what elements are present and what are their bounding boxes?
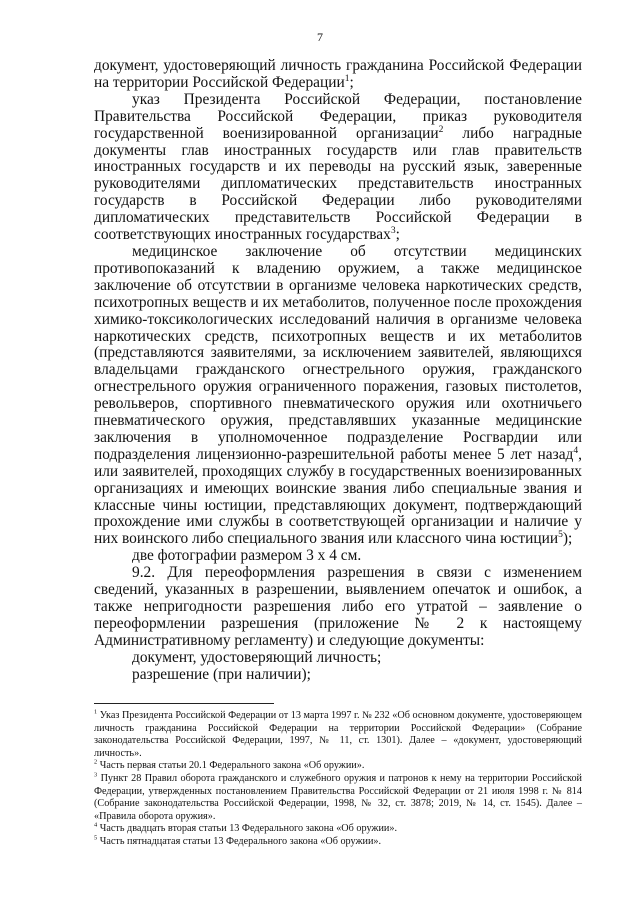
paragraph-9-2: 9.2. Для переоформления разрешения в связи с изменением сведений, указанных в разрешении, выявлением опечаток и ошибок, а также непригодности разрешения либо его утратой – заявление о переоформлении разрешения (приложение № 2 к настоящему Административному регламенту) и следующие документы: xyxy=(94,564,582,649)
footnote-ref: 4 xyxy=(573,444,579,456)
footnotes xyxy=(94,710,582,849)
footnote-ref: 2 xyxy=(438,123,444,135)
footnote-5: $^5$ Часть пятнадцатая статьи 13 Федерального закона «Об оружии». xyxy=(94,834,382,847)
footnote-ref: 5 xyxy=(558,529,563,541)
page-number: 7 xyxy=(317,30,323,44)
footnote-ref: 1 xyxy=(344,72,350,84)
paragraph-passport: документ, удостоверяющий личность гражданина Российской Федерации на территории Российской Федерации$^1$; xyxy=(94,57,582,91)
footnote-2: $^2$ Часть первая статьи 20.1 Федерального закона «Об оружии». xyxy=(94,758,365,772)
footnote-ref: 3 xyxy=(390,224,396,236)
body-text xyxy=(94,58,582,684)
footnote-divider xyxy=(94,703,274,704)
paragraph-id-document: документ, удостоверяющий личность; xyxy=(132,648,382,666)
paragraph-permit: разрешение (при наличии); xyxy=(132,665,311,683)
paragraph-photos: две фотографии размером 3 х 4 см. xyxy=(132,547,362,565)
footnote-3: $^3$ Пункт 28 Правил оборота гражданского и служебного оружия и патронов к нему на территории Российской Федерации, утвержденных постановлением Правительства Российской Федерации от 21 июля 1998 г. № 814 (Собрание законодательства Российской Федерации, 1998, № 32, ст. 3878; 2019, № 14, ст. 1545). Далее – «Правила оборота оружия». xyxy=(94,771,582,822)
footnote-1: $^1$ Указ Президента Российской Федерации от 13 марта 1997 г. № 232 «Об основном документе, удостоверяющем личность гражданина Российской Федерации на территории Российской Федерации» (Собрание законодательства Российской Федерации, 1997, № 11, ст. 1301). Далее – «документ, удостоверяющий личность». xyxy=(94,708,582,759)
paragraph-medical: медицинское заключение об отсутствии медицинских противопоказаний к владению оружием, а также медицинское заключение об отсутствии в организме человека наркотических средств, психотропных веществ и их метаболитов, полученное после прохождения химико-токсикологических исследований наличия в организме человека наркотических средств, психотропных веществ и их метаболитов (представляются заявителями, за исключением заявителей, являющихся владельцами гражданского огнестрельного оружия, гражданского огнестрельного оружия ограниченного поражения, газовых пистолетов, револьверов, спортивного пневматического оружия или охотничьего пневматического оружия, представлявших указанные медицинские заключения в уполномоченное подразделение Росгвардии или подразделения лицензионно-разрешительной работы менее 5 лет назад$^4$, или заявителей, проходящих службу в государственных военизированных организациях и имеющих воинские звания либо специальные звания и классные чины юстиции, представляющих документ, подтверждающий прохождение ими службы в соответствующей организации и наличие у них воинского либо специального звания или классного чина юстиции$^5$); xyxy=(94,242,582,548)
paragraph-decree: указ Президента Российской Федерации, постановление Правительства Российской Федерации, приказ руководителя государственной военизированной организации$^2$ либо наградные документы глав иностранных государств или глав правительств иностранных государств и их переводы на русский язык, заверенные руководителями дипломатических представительств иностранных государств в Российской Федерации либо руководителями дипломатических представительств Российской Федерации в соответствующих иностранных государствах$^3$; xyxy=(94,90,582,244)
footnote-4: $^4$ Часть двадцать вторая статьи 13 Федерального закона «Об оружии». xyxy=(94,821,397,835)
